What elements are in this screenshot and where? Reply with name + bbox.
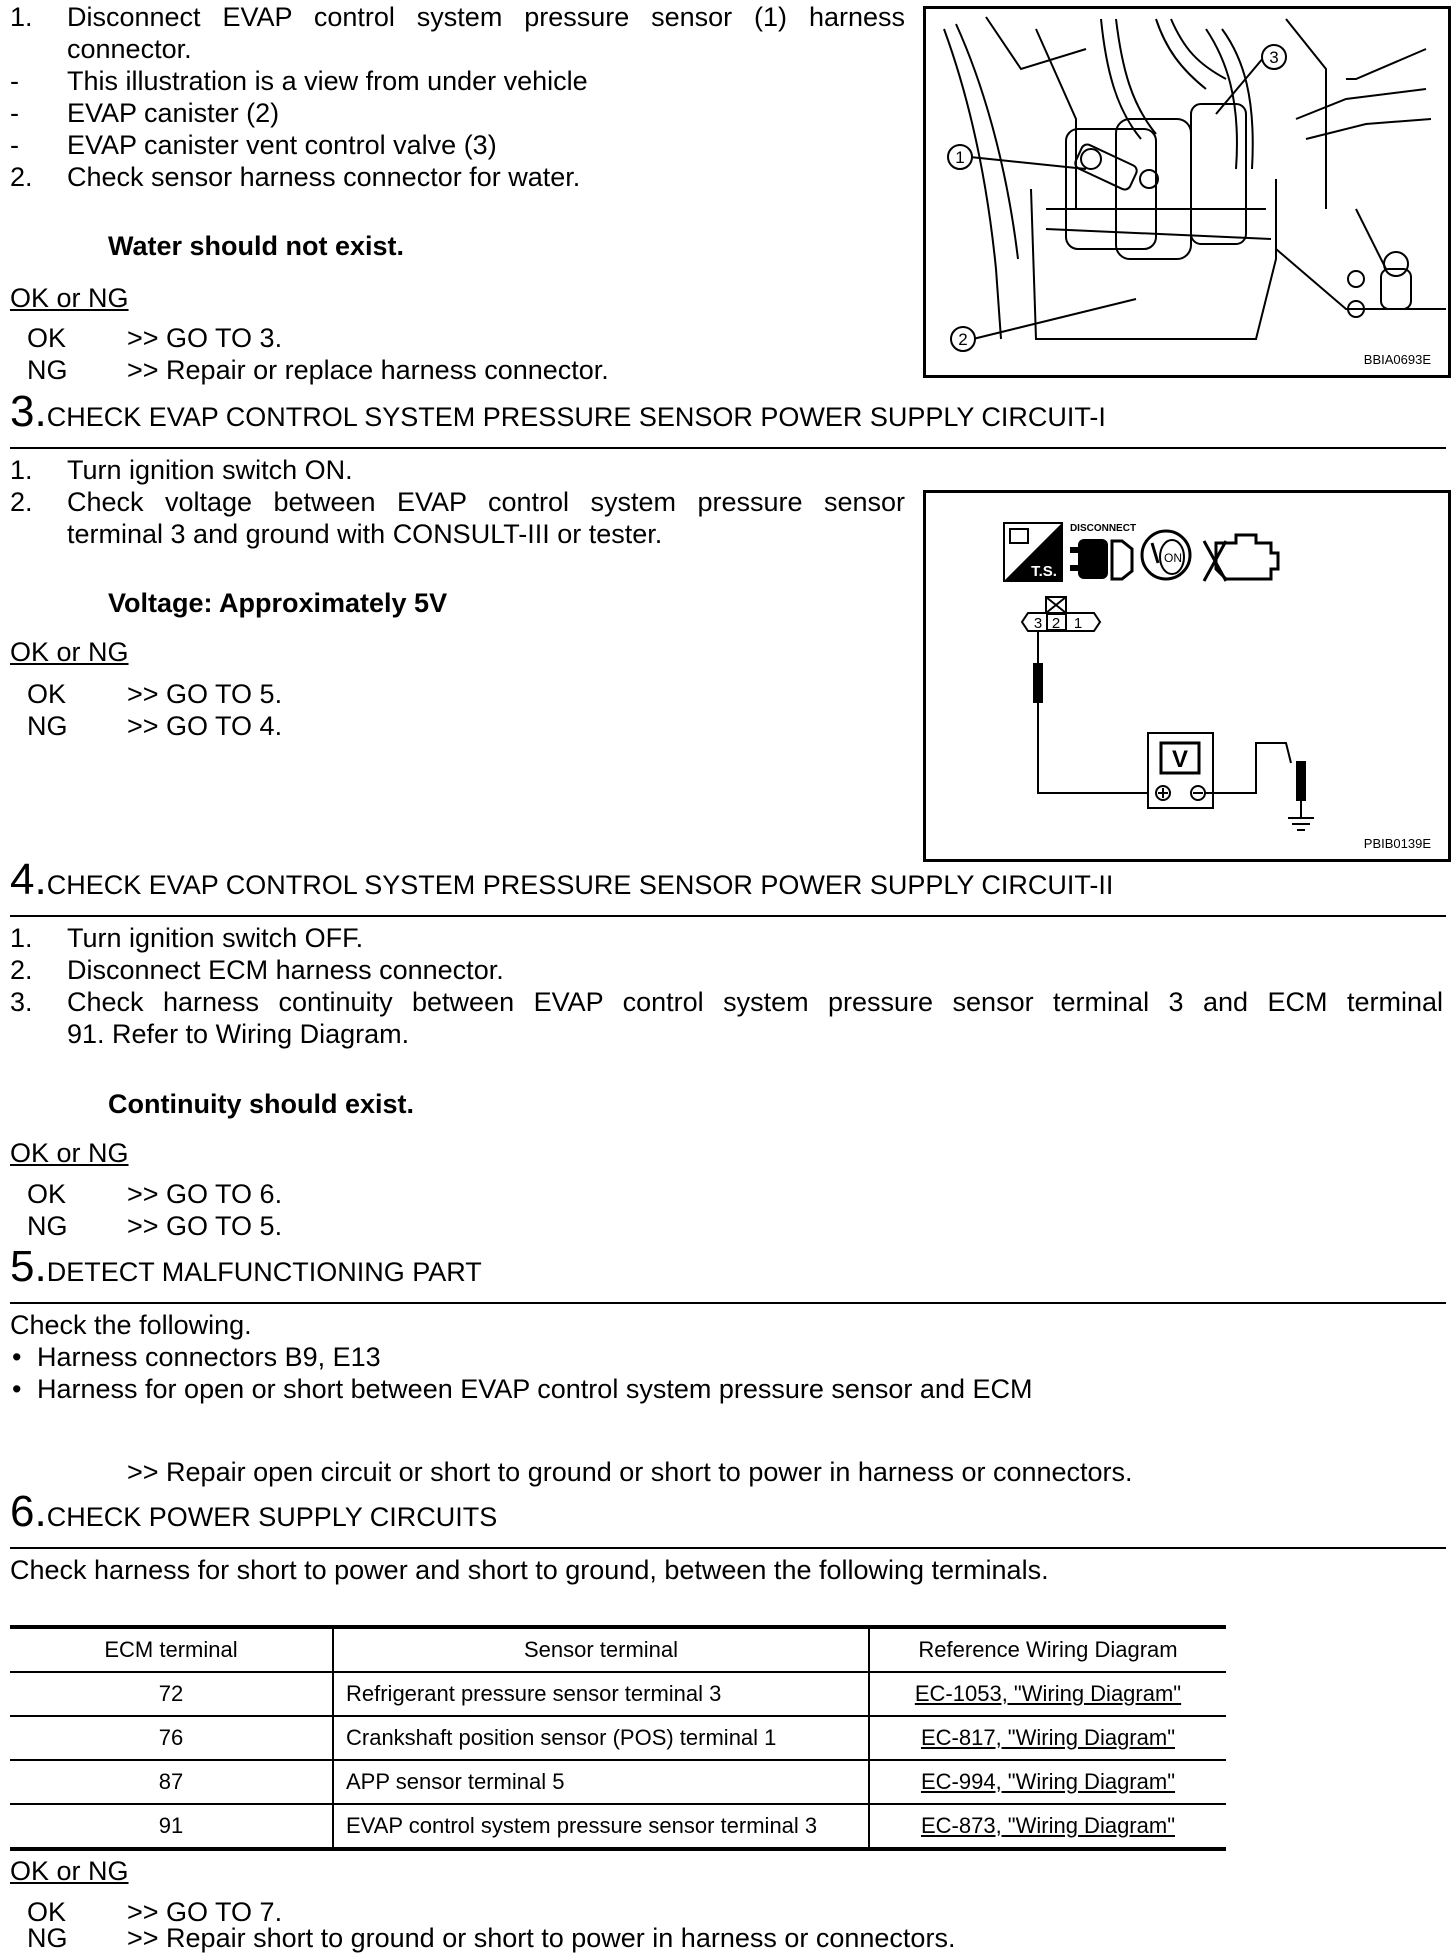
ok-ng-label: OK or NG [10, 283, 129, 313]
action-text: >> Repair open circuit or short to ground or short to power in harness or connectors. [127, 1457, 1133, 1487]
ng-label: NG [27, 711, 68, 741]
bullet-icon: • [12, 1374, 22, 1404]
ng-action: >> GO TO 5. [127, 1211, 283, 1241]
list-item: Check harness continuity between EVAP control system pressure sensor terminal 3 and ECM terminal [67, 987, 1443, 1017]
ok-action: >> GO TO 7. [127, 1897, 283, 1927]
ok-ng-label: OK or NG [10, 1856, 129, 1886]
list-marker: 2. [10, 955, 33, 985]
intro-text: Check harness for short to power and short to ground, between the following terminals. [10, 1555, 1049, 1585]
intro-text: Check the following. [10, 1310, 252, 1340]
step4-heading [10, 855, 1114, 904]
list-item: Disconnect ECM harness connector. [67, 955, 504, 985]
step6-heading [10, 1487, 498, 1536]
sensor-terminal-cell: Crankshaft position sensor (POS) terminal 1 [333, 1716, 869, 1760]
ecm-terminal-cell: 87 [10, 1760, 333, 1804]
list-marker: 3. [10, 987, 33, 1017]
column-header: Reference Wiring Diagram [869, 1627, 1226, 1672]
section-divider [10, 1302, 1446, 1304]
sensor-connector [1022, 597, 1100, 632]
wiring-diagram-link[interactable]: EC-994, "Wiring Diagram" [920, 1769, 1176, 1794]
step-title: CHECK EVAP CONTROL SYSTEM PRESSURE SENSOR POWER SUPPLY CIRCUIT-I [46, 402, 1106, 432]
column-header: Sensor terminal [333, 1627, 869, 1672]
list-marker: 1. [10, 455, 33, 485]
list-item: connector. [67, 34, 192, 64]
figure-code: BBIA0693E [1363, 352, 1431, 367]
step-title: DETECT MALFUNCTIONING PART [46, 1257, 482, 1287]
step5-heading [10, 1242, 482, 1291]
list-marker: - [10, 98, 19, 128]
ng-action: >> Repair or replace harness connector. [127, 355, 609, 385]
on-label: ON [1164, 551, 1182, 565]
step-number: 4. [10, 855, 47, 904]
disconnect-label: DISCONNECT [1069, 523, 1137, 534]
ok-action: >> GO TO 6. [127, 1179, 283, 1209]
column-header: ECM terminal [10, 1627, 333, 1672]
list-item: EVAP canister vent control valve (3) [67, 130, 497, 160]
list-marker: 2. [10, 162, 33, 192]
list-marker: 1. [10, 2, 33, 32]
ecm-terminal-cell: 91 [10, 1804, 333, 1849]
list-item: This illustration is a view from under vehicle [67, 66, 588, 96]
ok-action: >> GO TO 3. [127, 323, 283, 353]
bullet-item: Harness connectors B9, E13 [37, 1342, 381, 1372]
voltage-check-diagram [926, 493, 1448, 859]
evap-canister-illustration [923, 6, 1451, 378]
list-item: terminal 3 and ground with CONSULT-III or tester. [67, 519, 663, 549]
sensor-terminal-cell: APP sensor terminal 5 [333, 1760, 869, 1804]
list-item: EVAP canister (2) [67, 98, 280, 128]
list-item: Turn ignition switch OFF. [67, 923, 364, 953]
ng-label: NG [27, 1211, 68, 1241]
spec-text: Voltage: Approximately 5V [108, 588, 448, 618]
table-row [10, 1804, 1226, 1849]
table-header-row [10, 1627, 1226, 1672]
wiring-diagram-link[interactable]: EC-873, "Wiring Diagram" [920, 1813, 1176, 1838]
terminal-table [10, 1625, 1226, 1851]
callout-2: 2 [958, 330, 968, 349]
ok-action: >> GO TO 5. [127, 679, 283, 709]
ng-label: NG [27, 1923, 68, 1953]
step-title: CHECK POWER SUPPLY CIRCUITS [46, 1502, 498, 1532]
table-row [10, 1716, 1226, 1760]
figure-code: PBIB0139E [1363, 836, 1431, 851]
bullet-item: Harness for open or short between EVAP control system pressure sensor and ECM [37, 1374, 1033, 1404]
ok-ng-label: OK or NG [10, 637, 129, 667]
list-item: Turn ignition switch ON. [67, 455, 353, 485]
list-item: Disconnect EVAP control system pressure sensor (1) harness [67, 2, 905, 32]
list-item: 91. Refer to Wiring Diagram. [67, 1019, 410, 1049]
step-number: 3. [10, 387, 47, 436]
step-number: 6. [10, 1487, 47, 1536]
sensor-terminal-cell: EVAP control system pressure sensor terminal 3 [333, 1804, 869, 1849]
list-marker: - [10, 130, 19, 160]
ok-label: OK [27, 1179, 67, 1209]
ok-ng-label: OK or NG [10, 1138, 129, 1168]
ts-icon [1004, 523, 1062, 581]
list-item: Check voltage between EVAP control system pressure sensor [67, 487, 905, 517]
under-vehicle-drawing [926, 9, 1448, 375]
voltage-check-illustration [923, 490, 1451, 862]
ignition-on-icon [1142, 531, 1190, 579]
ecm-terminal-cell: 72 [10, 1672, 333, 1716]
ok-label: OK [27, 323, 67, 353]
ok-label: OK [27, 679, 67, 709]
pin-2: 2 [1051, 615, 1061, 632]
disconnect-icon [1070, 523, 1136, 579]
ts-label: T.S. [1031, 563, 1057, 580]
pin-1: 1 [1073, 615, 1083, 632]
wiring-diagram-link[interactable]: EC-817, "Wiring Diagram" [920, 1725, 1176, 1750]
ok-label: OK [27, 1897, 67, 1927]
pin-3: 3 [1033, 615, 1043, 632]
sensor-terminal-cell: Refrigerant pressure sensor terminal 3 [333, 1672, 869, 1716]
section-divider [10, 1547, 1446, 1549]
table-row [10, 1760, 1226, 1804]
spec-text: Water should not exist. [108, 231, 405, 261]
ng-action: >> Repair short to ground or short to power in harness or connectors. [127, 1923, 956, 1953]
section-divider [10, 915, 1446, 917]
step3-heading [10, 387, 1106, 436]
ng-label: NG [27, 355, 68, 385]
list-marker: 1. [10, 923, 33, 953]
bullet-icon: • [12, 1342, 22, 1372]
engine-off-icon [1204, 535, 1278, 581]
ecm-terminal-cell: 76 [10, 1716, 333, 1760]
spec-text: Continuity should exist. [108, 1089, 415, 1119]
ng-action: >> GO TO 4. [127, 711, 283, 741]
callout-3: 3 [1269, 48, 1279, 67]
wiring-diagram-link[interactable]: EC-1053, "Wiring Diagram" [914, 1681, 1182, 1706]
section-divider [10, 447, 1446, 449]
list-marker: 2. [10, 487, 33, 517]
meter-label: V [1171, 746, 1189, 773]
voltmeter [1148, 733, 1213, 808]
list-item: Check sensor harness connector for water. [67, 162, 581, 192]
list-marker: - [10, 66, 19, 96]
callout-1: 1 [955, 148, 965, 167]
step-number: 5. [10, 1242, 47, 1291]
step-title: CHECK EVAP CONTROL SYSTEM PRESSURE SENSOR POWER SUPPLY CIRCUIT-II [46, 870, 1114, 900]
table-row [10, 1672, 1226, 1716]
